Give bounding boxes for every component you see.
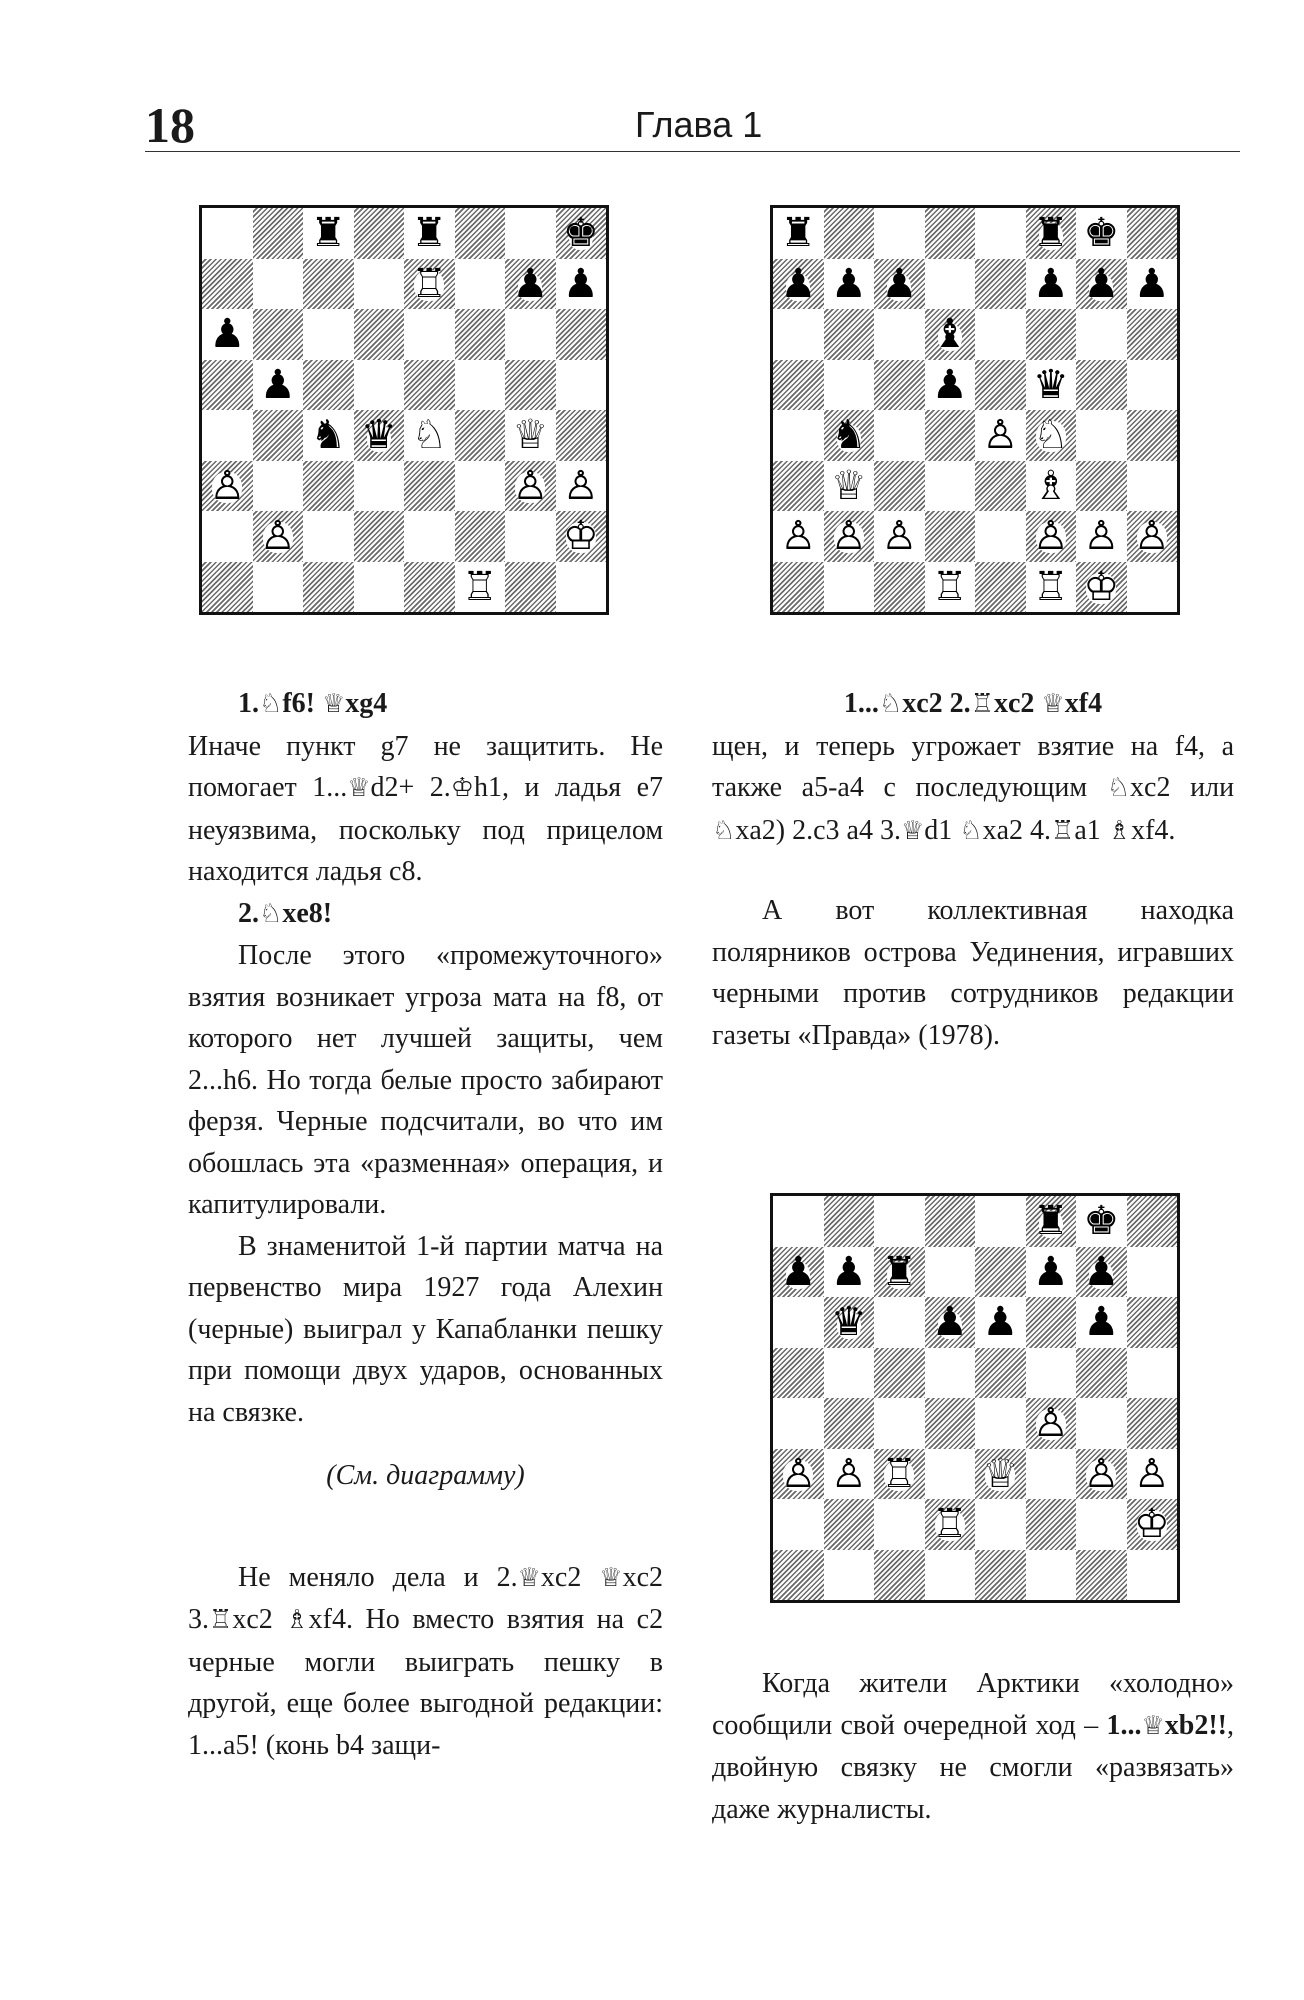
square-d2 <box>354 511 405 562</box>
square-g5 <box>1076 1348 1127 1399</box>
paragraph: щен, и теперь угрожает взятие на f4, а также a5-a4 с последующим ♘xc2 или ♘xa2) 2.c3 a4 3.♕d1 ♘xa2 4.♖a1 ♗xf4. <box>712 730 1235 846</box>
square-d1 <box>354 562 405 613</box>
square-b2 <box>253 511 304 562</box>
square-d4 <box>354 410 405 461</box>
square-d2 <box>925 511 976 562</box>
square-g7 <box>1076 259 1127 310</box>
black-queen-icon: ♛ <box>360 412 397 459</box>
square-a6 <box>773 1297 824 1348</box>
square-b3 <box>253 461 304 512</box>
square-f6 <box>1026 309 1077 360</box>
square-h4 <box>1127 1398 1178 1449</box>
square-g4 <box>1076 1398 1127 1449</box>
square-b3 <box>824 1449 875 1500</box>
square-h8 <box>1127 208 1178 259</box>
square-a1 <box>773 562 824 613</box>
move-line: 1.♘f6! ♕xg4 <box>238 688 388 719</box>
move-line: 1...♘xc2 2.♖xc2 ♕xf4 <box>843 688 1103 719</box>
square-d3 <box>354 461 405 512</box>
white-pawn-icon: ♙ <box>881 513 918 560</box>
square-b5 <box>824 360 875 411</box>
square-b6 <box>253 309 304 360</box>
square-e2 <box>404 511 455 562</box>
square-f6 <box>455 309 506 360</box>
white-pawn-icon: ♙ <box>1083 513 1120 560</box>
square-a4 <box>202 410 253 461</box>
black-rook-icon: ♜ <box>411 210 448 257</box>
square-f5 <box>1026 360 1077 411</box>
square-c1 <box>874 562 925 613</box>
square-g1 <box>1076 562 1127 613</box>
black-king-icon: ♚ <box>1083 1198 1120 1245</box>
move-text: 1...♕xb2!! <box>1106 1709 1227 1741</box>
square-h2 <box>1127 1499 1178 1550</box>
square-e2 <box>975 1499 1026 1550</box>
white-rook-icon: ♖ <box>881 1450 918 1497</box>
square-c8 <box>874 208 925 259</box>
black-bishop-icon: ♝ <box>931 311 968 358</box>
black-pawn-icon: ♟ <box>1083 1299 1120 1346</box>
square-g2 <box>1076 1499 1127 1550</box>
chapter-title: Глава 1 <box>635 104 763 145</box>
square-g3 <box>1076 461 1127 512</box>
square-f2 <box>1026 1499 1077 1550</box>
square-d5 <box>925 360 976 411</box>
paragraph-text: Когда жители Арктики «холодно» сообщили свой очередной ход – <box>712 1668 1234 1741</box>
square-a8 <box>773 208 824 259</box>
square-c2 <box>874 511 925 562</box>
square-b2 <box>824 1499 875 1550</box>
black-pawn-icon: ♟ <box>1032 1248 1069 1295</box>
square-g6 <box>505 309 556 360</box>
square-b7 <box>824 259 875 310</box>
square-e4 <box>404 410 455 461</box>
square-d8 <box>354 208 405 259</box>
square-h8 <box>556 208 607 259</box>
square-e7 <box>975 259 1026 310</box>
square-a8 <box>202 208 253 259</box>
square-e2 <box>975 511 1026 562</box>
paragraph: Не меняло дела и 2.♕xc2 ♕xc2 3.♖xc2 ♗xf4. Но вместо взятия на c2 черные могли выиграть пешку в другой, еще более выгодной редакции: 1...a5! (конь b4 защи- <box>188 1561 664 1761</box>
white-pawn-icon: ♙ <box>982 412 1019 459</box>
square-a7 <box>773 1247 824 1298</box>
page-header <box>145 95 1240 155</box>
square-a6 <box>773 309 824 360</box>
white-rook-icon: ♖ <box>1032 563 1069 610</box>
square-c5 <box>874 360 925 411</box>
square-e4 <box>975 410 1026 461</box>
square-c5 <box>303 360 354 411</box>
right-column-bottom <box>712 1663 1234 1830</box>
square-f3 <box>455 461 506 512</box>
square-d1 <box>925 1550 976 1601</box>
white-pawn-icon: ♙ <box>780 513 817 560</box>
square-h4 <box>556 410 607 461</box>
square-e7 <box>404 259 455 310</box>
square-a2 <box>773 511 824 562</box>
square-d7 <box>925 259 976 310</box>
square-b6 <box>824 1297 875 1348</box>
square-b5 <box>824 1348 875 1399</box>
square-e5 <box>975 1348 1026 1399</box>
white-bishop-icon: ♗ <box>1032 462 1069 509</box>
white-queen-icon: ♕ <box>512 412 549 459</box>
square-h6 <box>1127 1297 1178 1348</box>
square-a8 <box>773 1196 824 1247</box>
square-g5 <box>505 360 556 411</box>
square-a1 <box>773 1550 824 1601</box>
square-c6 <box>874 309 925 360</box>
square-d5 <box>354 360 405 411</box>
white-pawn-icon: ♙ <box>1032 513 1069 560</box>
square-c8 <box>303 208 354 259</box>
paragraph: В знаменитой 1-й партии матча на первенство мира 1927 года Алехин (черные) выиграл у Капабланки пешку при помощи двух ударов, основанных на связке. <box>188 1230 663 1428</box>
square-d6 <box>354 309 405 360</box>
black-king-icon: ♚ <box>1083 210 1120 257</box>
square-e7 <box>975 1247 1026 1298</box>
square-f1 <box>455 562 506 613</box>
square-b1 <box>824 1550 875 1601</box>
square-c7 <box>303 259 354 310</box>
white-king-icon: ♔ <box>1133 1501 1170 1548</box>
square-e8 <box>404 208 455 259</box>
square-f1 <box>1026 1550 1077 1601</box>
square-e5 <box>975 360 1026 411</box>
square-e1 <box>404 562 455 613</box>
square-e8 <box>975 208 1026 259</box>
square-c7 <box>874 259 925 310</box>
square-d2 <box>925 1499 976 1550</box>
white-rook-icon: ♖ <box>411 260 448 307</box>
black-queen-icon: ♛ <box>830 1299 867 1346</box>
square-g8 <box>1076 1196 1127 1247</box>
square-h4 <box>1127 410 1178 461</box>
black-rook-icon: ♜ <box>780 210 817 257</box>
white-knight-icon: ♘ <box>411 412 448 459</box>
square-b8 <box>824 1196 875 1247</box>
square-e5 <box>404 360 455 411</box>
square-c5 <box>874 1348 925 1399</box>
black-rook-icon: ♜ <box>881 1248 918 1295</box>
white-pawn-icon: ♙ <box>259 513 296 560</box>
white-pawn-icon: ♙ <box>830 513 867 560</box>
paragraph: Иначе пункт g7 не защитить. Не помогает 1...♕d2+ 2.♔h1, и ладья e7 неуязвима, поскольку под прицелом находится ладья c8. <box>188 730 664 887</box>
square-c1 <box>303 562 354 613</box>
square-c3 <box>303 461 354 512</box>
white-pawn-icon: ♙ <box>512 462 549 509</box>
square-d8 <box>925 208 976 259</box>
square-f7 <box>455 259 506 310</box>
square-g4 <box>1076 410 1127 461</box>
black-pawn-icon: ♟ <box>881 260 918 307</box>
square-e6 <box>404 309 455 360</box>
square-c1 <box>874 1550 925 1601</box>
square-e1 <box>975 562 1026 613</box>
square-e3 <box>975 461 1026 512</box>
black-pawn-icon: ♟ <box>1032 260 1069 307</box>
square-c6 <box>303 309 354 360</box>
square-e4 <box>975 1398 1026 1449</box>
square-h3 <box>1127 1449 1178 1500</box>
white-queen-icon: ♕ <box>830 462 867 509</box>
white-pawn-icon: ♙ <box>1083 1450 1120 1497</box>
white-pawn-icon: ♙ <box>1133 513 1170 560</box>
square-d5 <box>925 1348 976 1399</box>
square-a3 <box>773 1449 824 1500</box>
white-king-icon: ♔ <box>562 513 599 560</box>
black-pawn-icon: ♟ <box>830 260 867 307</box>
square-f5 <box>455 360 506 411</box>
square-a7 <box>202 259 253 310</box>
white-pawn-icon: ♙ <box>1133 1450 1170 1497</box>
black-rook-icon: ♜ <box>310 210 347 257</box>
square-d4 <box>925 1398 976 1449</box>
square-a4 <box>773 410 824 461</box>
header-rule <box>145 151 1240 152</box>
square-c3 <box>874 461 925 512</box>
square-g3 <box>1076 1449 1127 1500</box>
square-f4 <box>1026 1398 1077 1449</box>
square-d1 <box>925 562 976 613</box>
white-queen-icon: ♕ <box>982 1450 1019 1497</box>
move-line: 2.♘xe8! <box>238 897 333 929</box>
square-h5 <box>1127 360 1178 411</box>
square-h8 <box>1127 1196 1178 1247</box>
square-h7 <box>1127 259 1178 310</box>
square-d7 <box>925 1247 976 1298</box>
white-rook-icon: ♖ <box>931 563 968 610</box>
square-d6 <box>925 309 976 360</box>
black-pawn-icon: ♟ <box>512 260 549 307</box>
square-h5 <box>1127 1348 1178 1399</box>
square-e6 <box>975 309 1026 360</box>
black-pawn-icon: ♟ <box>1083 1248 1120 1295</box>
square-g7 <box>1076 1247 1127 1298</box>
square-d6 <box>925 1297 976 1348</box>
white-pawn-icon: ♙ <box>562 462 599 509</box>
square-g8 <box>505 208 556 259</box>
square-f4 <box>1026 410 1077 461</box>
black-rook-icon: ♜ <box>1032 1198 1069 1245</box>
square-f8 <box>455 208 506 259</box>
square-g5 <box>1076 360 1127 411</box>
square-g6 <box>1076 1297 1127 1348</box>
white-pawn-icon: ♙ <box>1032 1400 1069 1447</box>
square-b4 <box>253 410 304 461</box>
square-h6 <box>1127 309 1178 360</box>
square-c7 <box>874 1247 925 1298</box>
square-h1 <box>1127 562 1178 613</box>
square-g2 <box>1076 511 1127 562</box>
square-e6 <box>975 1297 1026 1348</box>
paragraph: После этого «промежуточного» взятия возникает угроза мата на f8, от которого нет лучшей защиты, чем 2...h6. Но тогда белые просто забирают ферзя. Черные подсчитали, во что им обошлась эта «разменная» операция, и капитулировали. <box>188 940 663 1220</box>
square-g2 <box>505 511 556 562</box>
square-f4 <box>455 410 506 461</box>
square-a3 <box>202 461 253 512</box>
square-b6 <box>824 309 875 360</box>
square-h1 <box>1127 1550 1178 1601</box>
square-f2 <box>455 511 506 562</box>
square-h1 <box>556 562 607 613</box>
white-rook-icon: ♖ <box>931 1501 968 1548</box>
black-pawn-icon: ♟ <box>931 361 968 408</box>
square-a5 <box>202 360 253 411</box>
black-pawn-icon: ♟ <box>259 361 296 408</box>
square-a6 <box>202 309 253 360</box>
square-c6 <box>874 1297 925 1348</box>
square-f2 <box>1026 511 1077 562</box>
square-g6 <box>1076 309 1127 360</box>
square-d3 <box>925 1449 976 1500</box>
square-f7 <box>1026 1247 1077 1298</box>
square-d8 <box>925 1196 976 1247</box>
diagram-1 <box>199 205 609 615</box>
black-queen-icon: ♛ <box>1032 361 1069 408</box>
square-f6 <box>1026 1297 1077 1348</box>
white-pawn-icon: ♙ <box>209 462 246 509</box>
black-pawn-icon: ♟ <box>1133 260 1170 307</box>
square-e8 <box>975 1196 1026 1247</box>
square-a4 <box>773 1398 824 1449</box>
square-h3 <box>1127 461 1178 512</box>
black-pawn-icon: ♟ <box>1083 260 1120 307</box>
page-number: 18 <box>145 97 195 153</box>
square-b4 <box>824 410 875 461</box>
square-g1 <box>1076 1550 1127 1601</box>
square-c4 <box>303 410 354 461</box>
square-g8 <box>1076 208 1127 259</box>
diagram-caption: (См. диаграмму) <box>326 1460 525 1491</box>
square-c4 <box>874 1398 925 1449</box>
square-f5 <box>1026 1348 1077 1399</box>
square-e1 <box>975 1550 1026 1601</box>
white-king-icon: ♔ <box>1083 563 1120 610</box>
square-f8 <box>1026 1196 1077 1247</box>
square-b8 <box>253 208 304 259</box>
black-knight-icon: ♞ <box>310 412 347 459</box>
square-a1 <box>202 562 253 613</box>
paragraph: А вот коллективная находка полярников острова Уединения, игравших черными против сотрудников редакции газеты «Правда» (1978). <box>712 895 1234 1051</box>
white-rook-icon: ♖ <box>461 563 498 610</box>
black-pawn-icon: ♟ <box>562 260 599 307</box>
black-pawn-icon: ♟ <box>209 311 246 358</box>
square-a3 <box>773 461 824 512</box>
square-a5 <box>773 360 824 411</box>
square-b1 <box>253 562 304 613</box>
square-c8 <box>874 1196 925 1247</box>
square-c2 <box>874 1499 925 1550</box>
square-b2 <box>824 511 875 562</box>
square-h7 <box>1127 1247 1178 1298</box>
square-a2 <box>202 511 253 562</box>
square-f3 <box>1026 461 1077 512</box>
paragraph <box>712 1663 1234 1830</box>
square-h2 <box>1127 511 1178 562</box>
white-pawn-icon: ♙ <box>830 1450 867 1497</box>
black-pawn-icon: ♟ <box>780 260 817 307</box>
black-king-icon: ♚ <box>562 210 599 257</box>
square-a2 <box>773 1499 824 1550</box>
square-b3 <box>824 461 875 512</box>
square-e3 <box>975 1449 1026 1500</box>
left-column <box>188 683 663 1766</box>
square-b4 <box>824 1398 875 1449</box>
paragraph-text: , двойную связку не смогли «развязать» даже журналисты. <box>712 1709 1234 1825</box>
square-c3 <box>874 1449 925 1500</box>
square-d3 <box>925 461 976 512</box>
square-g7 <box>505 259 556 310</box>
square-d4 <box>925 410 976 461</box>
white-pawn-icon: ♙ <box>780 1450 817 1497</box>
square-g3 <box>505 461 556 512</box>
white-knight-icon: ♘ <box>1032 412 1069 459</box>
square-f8 <box>1026 208 1077 259</box>
right-column <box>712 683 1234 1056</box>
black-pawn-icon: ♟ <box>982 1299 1019 1346</box>
square-c2 <box>303 511 354 562</box>
square-a5 <box>773 1348 824 1399</box>
square-b1 <box>824 562 875 613</box>
square-h3 <box>556 461 607 512</box>
square-g1 <box>505 562 556 613</box>
square-h5 <box>556 360 607 411</box>
square-g4 <box>505 410 556 461</box>
square-e3 <box>404 461 455 512</box>
square-h6 <box>556 309 607 360</box>
square-b7 <box>253 259 304 310</box>
square-b5 <box>253 360 304 411</box>
black-knight-icon: ♞ <box>830 412 867 459</box>
square-h7 <box>556 259 607 310</box>
square-f1 <box>1026 562 1077 613</box>
square-c4 <box>874 410 925 461</box>
square-f3 <box>1026 1449 1077 1500</box>
square-h2 <box>556 511 607 562</box>
square-a7 <box>773 259 824 310</box>
diagram-3 <box>770 1193 1180 1603</box>
black-pawn-icon: ♟ <box>931 1299 968 1346</box>
black-pawn-icon: ♟ <box>780 1248 817 1295</box>
black-rook-icon: ♜ <box>1032 210 1069 257</box>
square-d7 <box>354 259 405 310</box>
black-pawn-icon: ♟ <box>830 1248 867 1295</box>
diagram-2 <box>770 205 1180 615</box>
square-b8 <box>824 208 875 259</box>
square-f7 <box>1026 259 1077 310</box>
square-b7 <box>824 1247 875 1298</box>
